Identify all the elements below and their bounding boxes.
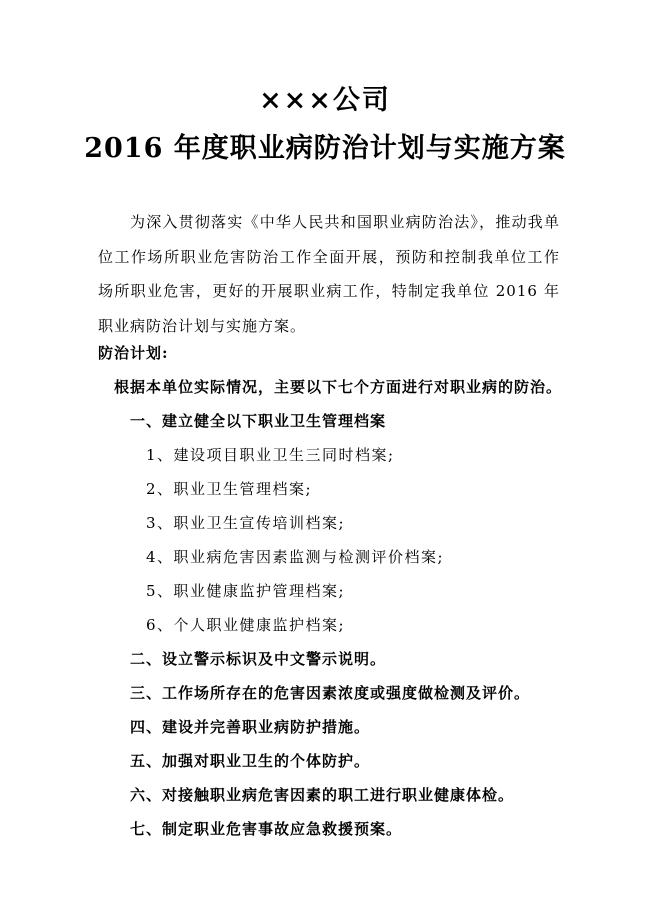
item-2: 二、设立警示标识及中文警示说明。 bbox=[130, 650, 387, 668]
item-3: 三、工作场所存在的危害因素浓度或强度做检测及评价。 bbox=[130, 684, 531, 702]
item-1-heading: 一、建立健全以下职业卫生管理档案 bbox=[130, 412, 387, 430]
subitem-6: 6、个人职业健康监护档案; bbox=[146, 616, 346, 634]
company-title: ×××公司 bbox=[259, 85, 391, 116]
section-heading: 防治计划: bbox=[98, 344, 169, 362]
item-5: 五、加强对职业卫生的个体防护。 bbox=[130, 752, 371, 770]
intro-paragraph: 为深入贯彻落实《中华人民共和国职业病防治法》，推动我单位工作场所职业危害防治工作全面开展，预防和控制我单位工作场所职业危害，更好的开展职业病工作，特制定我单位 2016 年职业病防治计划与实施方案。 bbox=[98, 213, 560, 335]
subitem-1: 1、建设项目职业卫生三同时档案; bbox=[146, 446, 395, 464]
subitem-5: 5、职业健康监护管理档案; bbox=[146, 582, 346, 600]
item-4: 四、建设并完善职业病防护措施。 bbox=[130, 718, 371, 736]
section-lead: 根据本单位实际情况，主要以下七个方面进行对职业病的防治。 bbox=[114, 378, 563, 396]
item-6: 六、对接触职业病危害因素的职工进行职业健康体检。 bbox=[130, 786, 515, 804]
item-7: 七、制定职业危害事故应急救援预案。 bbox=[130, 820, 403, 838]
subitem-2: 2、职业卫生管理档案; bbox=[146, 480, 313, 498]
plan-title: 2016 年度职业病防治计划与实施方案 bbox=[84, 133, 566, 164]
subitem-4: 4、职业病危害因素监测与检测评价档案; bbox=[146, 548, 445, 566]
subitem-3: 3、职业卫生宣传培训档案; bbox=[146, 514, 346, 532]
